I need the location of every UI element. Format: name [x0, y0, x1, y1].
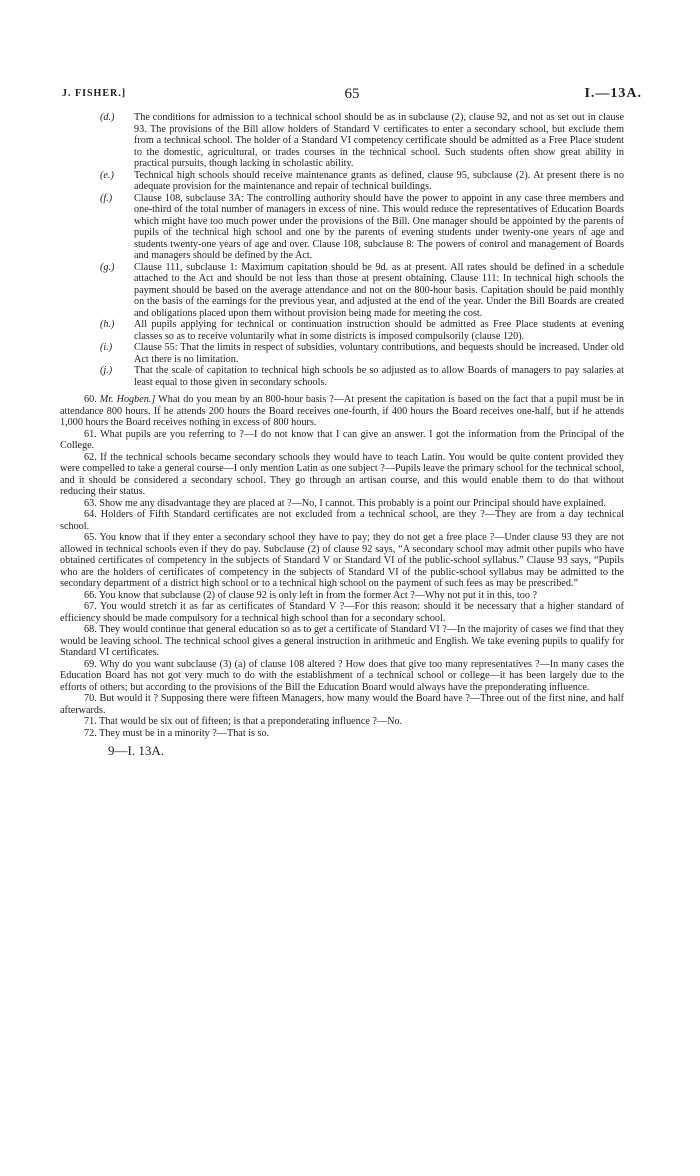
question-number: 65.: [84, 532, 97, 543]
clause-text: Clause 55: That the limits in respect of subsidies, voluntary contributions, and bequests should be increased. Under old Act there is no limitation.: [134, 342, 624, 365]
question-text: You know that if they enter a secondary school they have to pay; they do not get a free place ?—Under clause 93 they are not allowed in technical schools even if they do pay. Subclause (2) of clause 92 says, “A secondary school may admit other pupils who have obtained certificates of competency in the subjects of Standard V or Standard VI of the public-school syllabus.” Clause 93 says, “Pupils who are the holders of certificates of competency in the subjects of Standard VI of the public-school syllabus may be admitted to the secondary department of a district high school or to a technical high school on the payment of such fees as may be prescribed.”: [60, 532, 625, 589]
clause-text: Technical high schools should receive maintenance grants as defined, clause 95, subclause (2). At present there is no adequate provision for the maintenance and repair of technical buildings.: [134, 169, 624, 192]
clause-text: The conditions for admission to a technical school should be as in subclause (2), clause 92, and not as set out in clause 93. The provisions of the Bill allow holders of Standard V certificates to enter a secondary school, but exclude them from a technical school. The holder of a Standard VI competency certificate should be admitted as a Free Place student to the domestic, agricultural, or trades courses in the technical school. Such students often show great ability in practical pursuits, though lacking in scholastic ability.: [134, 112, 624, 169]
question-answer-list: [60, 394, 624, 739]
question-text: What pupils are you referring to ?—I do not know that I can give an answer. I got the information from the Principal of the College.: [60, 428, 624, 451]
clause-text: Clause 108, subclause 3A: The controlling authority should have the power to appoint in any case three members and one-third of the total number of managers in excess of nine. This would reduce the representatives of Education Boards which might have too much power under the provisions of the Bill. One manager should be appointed by the parents of pupils of the technical high school and one by the parents of evening students under twenty-one years of age and students twenty-one years of age and over. Clause 108, subclause 8: The powers of control and management of Boards and managers should be defined by the Act.: [134, 192, 624, 261]
question-number: 71.: [84, 716, 97, 727]
clause-text: Clause 111, subclause 1: Maximum capitation should be 9d. as at present. All rates should be defined in a schedule attached to the Act and should be not less than those at present obtaining. Clause 111: In technical high schools the payment should be based on the average attendance and not on the 800-hour basis. Capitation should be paid monthly on the basis of the earnings for the previous year, and adjusted at the end of the year. Under the Bill Boards are created and obligations placed upon them without provision being made for meeting the cost.: [134, 261, 624, 319]
header-document-code: I.—13A.: [584, 86, 642, 101]
clause-item: [100, 365, 624, 388]
question-number: 70.: [84, 693, 97, 704]
clause-label: (f.): [100, 192, 113, 204]
question-text: They must be in a minority ?—That is so.: [99, 727, 270, 739]
clause-label: (g.): [100, 261, 115, 273]
question-paragraph: [60, 624, 624, 659]
question-number: 66.: [84, 589, 97, 601]
question-number: 68.: [84, 624, 97, 635]
question-text: They would continue that general education so as to get a certificate of Standard VI ?—In the majority of cases we find that they would be leaving school. The technical school gives a general instruction in arithmetic and English. We take evening pupils to qualify for Standard VI certificates.: [60, 624, 624, 658]
question-paragraph: [60, 532, 624, 590]
header-witness: J. FISHER.]: [62, 88, 127, 99]
question-paragraph: [60, 693, 624, 716]
question-paragraph: [60, 394, 624, 429]
question-paragraph: [60, 659, 624, 694]
question-paragraph: [60, 716, 624, 728]
clause-item: [100, 193, 624, 262]
clause-label: (j.): [100, 365, 113, 376]
question-number: 72.: [84, 727, 97, 739]
question-text: Show me any disadvantage they are placed at ?—No, I cannot. This probably is a point our Principal should have explained.: [99, 497, 606, 509]
question-paragraph: [60, 728, 624, 740]
page-header: [62, 86, 642, 106]
question-text: What do you mean by an 800-hour basis ?—At present the capitation is based on the fact that a pupil must be in attendance 800 hours. If he attends 200 hours the Board receives one-fourth, if 400 hours the Board receives one-half, but if he attends 1,000 hours the Board receives nothing in excess of 800 hours.: [60, 394, 624, 428]
question-text: Holders of Fifth Standard certificates are not excluded from a technical school, are they ?—They are from a day technical school.: [60, 509, 625, 532]
clause-item: [100, 319, 624, 342]
clause-text: That the scale of capitation to technical high schools be so adjusted as to allow Boards of managers to pay salaries at least equal to those given in secondary schools.: [134, 365, 624, 388]
question-paragraph: [60, 601, 624, 624]
question-paragraph: [60, 509, 624, 532]
clause-item: [100, 170, 624, 193]
question-number: 67.: [84, 601, 97, 612]
clause-item: [100, 342, 624, 365]
clause-text: All pupils applying for technical or continuation instruction should be admitted as Free Place students at evening classes so as to receive voluntarily what in some districts is imposed compulsorily (clause 120).: [134, 319, 624, 342]
question-text: But would it ? Supposing there were fifteen Managers, how many would the Board have ?—Three out of the first nine, and half afterwards.: [60, 693, 624, 716]
page-number: 65: [344, 86, 360, 102]
question-number: 60.: [84, 394, 97, 405]
questioner-name: Mr. Hogben.]: [99, 394, 156, 405]
question-paragraph: [60, 590, 624, 602]
question-text: You know that subclause (2) of clause 92 is only left in from the former Act ?—Why not put it in this, too ?: [98, 589, 537, 601]
question-number: 64.: [84, 509, 97, 520]
clause-label: (e.): [100, 169, 114, 181]
question-text: Why do you want subclause (3) (a) of clause 108 altered ? How does that give too many representatives ?—In many cases the Education Board has not got very much to do with the establishment of a technical school or college—it has been largely due to the efforts of others; but according to the provisions of the Bill the Education Board would always have the preponderating influence.: [60, 658, 624, 693]
question-paragraph: [60, 429, 624, 452]
question-text: If the technical schools became secondary schools they would have to teach Latin. You would be quite content provided they were compelled to take a general course—I only mention Latin as one subject ?—Pupils leave the primary school for the technical school, and it should be considered a secondary school. They go through an artisan course, and this would enable them to do that without reducing their status.: [60, 451, 625, 497]
clause-label: (i.): [100, 342, 113, 353]
signature-mark: 9—I. 13A.: [108, 743, 164, 758]
clause-list: [100, 112, 624, 388]
question-number: 63.: [84, 497, 97, 509]
question-number: 69.: [84, 658, 97, 670]
clause-label: (h.): [100, 319, 115, 330]
clause-item: [100, 112, 624, 170]
question-paragraph: [60, 498, 624, 510]
question-text: That would be six out of fifteen; is that a preponderating influence ?—No.: [99, 716, 403, 727]
clause-label: (d.): [100, 112, 115, 123]
question-paragraph: [60, 452, 624, 498]
clause-item: [100, 262, 624, 320]
question-number: 61.: [84, 428, 97, 440]
question-number: 62.: [84, 451, 97, 463]
question-text: You would stretch it as far as certificates of Standard V ?—For this reason: should it be necessary that a higher standard of efficiency should be made compulsory for a technical high school than for a secondary school.: [60, 601, 624, 624]
